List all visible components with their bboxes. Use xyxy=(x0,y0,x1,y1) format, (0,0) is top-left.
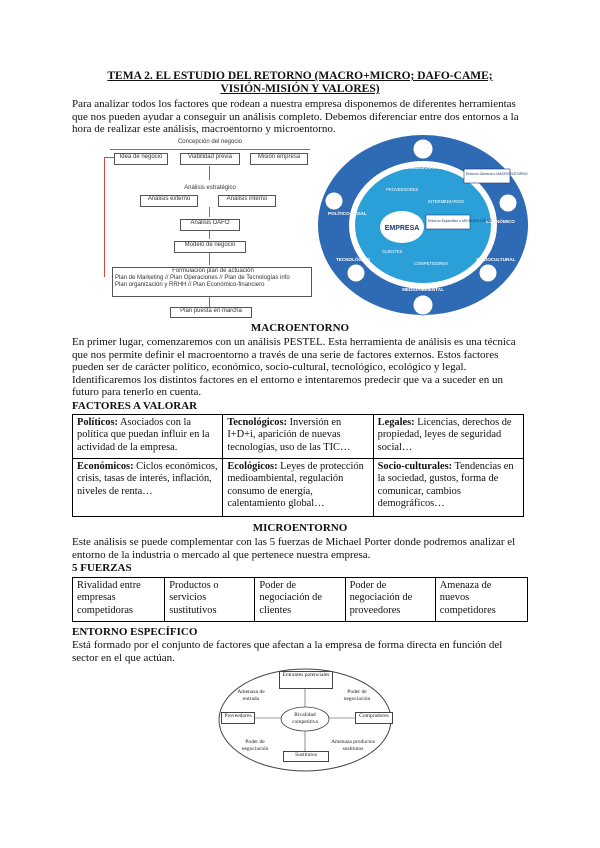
flow-strategic: Análisis estratégico xyxy=(170,185,250,193)
porter-suppliers-power: Poder de negociación xyxy=(241,739,269,752)
flow-viability: Viabilidad previa xyxy=(180,153,240,165)
flow-internal: Análisis interno xyxy=(218,195,276,207)
porter-buyers: Compradores xyxy=(355,712,393,724)
inner-label: COMPETIDORES xyxy=(414,261,448,266)
specific-heading: ENTORNO ESPECÍFICO xyxy=(72,626,198,638)
sector-label: MEDIOAMBIENTAL xyxy=(402,287,444,292)
page-title: TEMA 2. EL ESTUDIO DEL RETORNO (MACRO+MICRO; DAFO-CAME; VISIÓN-MISIÓN Y VALORES) xyxy=(107,70,493,95)
pestel-table xyxy=(72,414,524,517)
macro-heading: MACROENTORNO xyxy=(250,322,350,334)
circle-center: EMPRESA xyxy=(384,225,420,232)
technology-icon xyxy=(347,264,365,282)
factor-cell: Legales: Licencias, derechos de propiedad, leyes de seguridad social… xyxy=(373,415,523,459)
forces-heading: 5 FUERZAS xyxy=(72,562,132,574)
sector-label: SOCIOCULTURAL xyxy=(476,257,516,262)
inner-label: PROVEEDORES xyxy=(386,187,419,192)
factor-cell: Socio-culturales: Tendencias en la sociedad, gustos, forma de comunicar, cambios demográficos… xyxy=(373,459,523,517)
five-forces-table xyxy=(72,577,528,622)
porter-substitutes-threat: Amenaza productos sustitutos xyxy=(331,739,375,752)
force-cell: Poder de negociación de clientes xyxy=(255,578,345,622)
flow-model: Modelo de negocio xyxy=(174,241,246,253)
legend-specific: Entorno Específico o MICROENTORNO xyxy=(428,219,493,223)
sociocultural-icon xyxy=(479,264,497,282)
flow-top-title: Concepción del negocio xyxy=(160,139,260,149)
micro-paragraph: Este análisis se puede complementar con las 5 fuerzas de Michael Porter donde podremos analizar el entorno de la industria o mercado al que pertenece nuestra empresa. xyxy=(72,536,516,561)
intro-paragraph: Para analizar todos los factores que rodean a nuestra empresa disponemos de diferentes herramientas que nos pueden ayudar a conseguir un análisis completo. Debemos diferenciar entre dos entornos a la hora de realizar este análisis, macroentorno y microentorno. xyxy=(72,98,519,136)
porter-entrants: Entrantes potenciales xyxy=(279,671,333,689)
factor-cell: Ecológicos: Leyes de protección medioambiental, regulación consumo de energía, calentamiento global… xyxy=(223,459,373,517)
specific-paragraph: Está formado por el conjunto de factores que afectan a la empresa de forma directa en función del sector en el que actúan. xyxy=(72,639,503,664)
flow-mission: Misión empresa xyxy=(250,153,308,165)
sector-label: POLÍTICO-LEGAL xyxy=(328,211,367,216)
porter-buyers-power: Poder de negociación xyxy=(343,689,371,702)
demographic-icon xyxy=(413,139,433,159)
political-icon xyxy=(325,192,343,210)
flow-dafo: Análisis DAFO xyxy=(180,219,240,231)
sector-label: DEMOGRÁFICO xyxy=(405,165,441,170)
porter-substitutes: Sustitutos xyxy=(283,751,329,762)
force-cell: Rivalidad entre empresas competidoras xyxy=(73,578,165,622)
legend-general: Entorno General o MACROENTORNO xyxy=(466,172,528,176)
porter-suppliers: Proveedores xyxy=(221,712,255,724)
flow-plan: Formulación plan de actuación Plan de Marketing // Plan Operaciones // Plan de Tecnologías info Plan organización y RRHH // Plan Económico-financiero xyxy=(112,267,312,297)
environment-circle-diagram xyxy=(316,133,530,318)
business-plan-flowchart xyxy=(110,135,310,317)
sector-label: TECNOLÓGICO xyxy=(336,257,371,262)
porter-threat-entry: Amenaza de entrada xyxy=(237,689,265,702)
sector-label: ECONÓMICO xyxy=(486,219,515,224)
flow-launch: Plan puesta en marcha xyxy=(170,307,252,318)
factors-heading: FACTORES A VALORAR xyxy=(72,400,198,412)
flow-idea: Idea de negocio xyxy=(114,153,168,165)
factor-cell: Tecnológicos: Inversión en I+D+i, aparición de nuevas tecnologías, uso de las TIC… xyxy=(223,415,373,459)
factor-cell: Económicos: Ciclos económicos, crisis, tasas de interés, inflación, niveles de renta… xyxy=(73,459,223,517)
economic-icon xyxy=(499,194,517,212)
porter-diagram xyxy=(215,665,395,775)
force-cell: Poder de negociación de proveedores xyxy=(345,578,435,622)
factor-cell: Políticos: Asociados con la política que puedan influir en la actividad de la empresa. xyxy=(73,415,223,459)
environment-icon xyxy=(413,295,433,315)
micro-heading: MICROENTORNO xyxy=(252,522,348,534)
force-cell: Productos o servicios sustitutivos xyxy=(165,578,255,622)
macro-paragraph: En primer lugar, comenzaremos con un análisis PESTEL. Esta herramienta de análisis es una técnica que nos permite definir el macroentorno a través de una serie de factores externos. Estos factores pueden ser de carácter político, económico, socio-cultural, tecnológico, ecológico y legal. Identificaremos los distintos factores en el entorno e intentaremos predecir que va a suceder en un futuro para tenerlo en cuenta. xyxy=(72,336,516,399)
porter-rivalry: Rivalidad competitiva xyxy=(292,712,318,725)
inner-label: CLIENTES xyxy=(382,249,403,254)
flow-external: Análisis externo xyxy=(140,195,198,207)
force-cell: Amenaza de nuevos competidores xyxy=(435,578,527,622)
inner-label: INTERMEDIARIOS xyxy=(428,199,465,204)
